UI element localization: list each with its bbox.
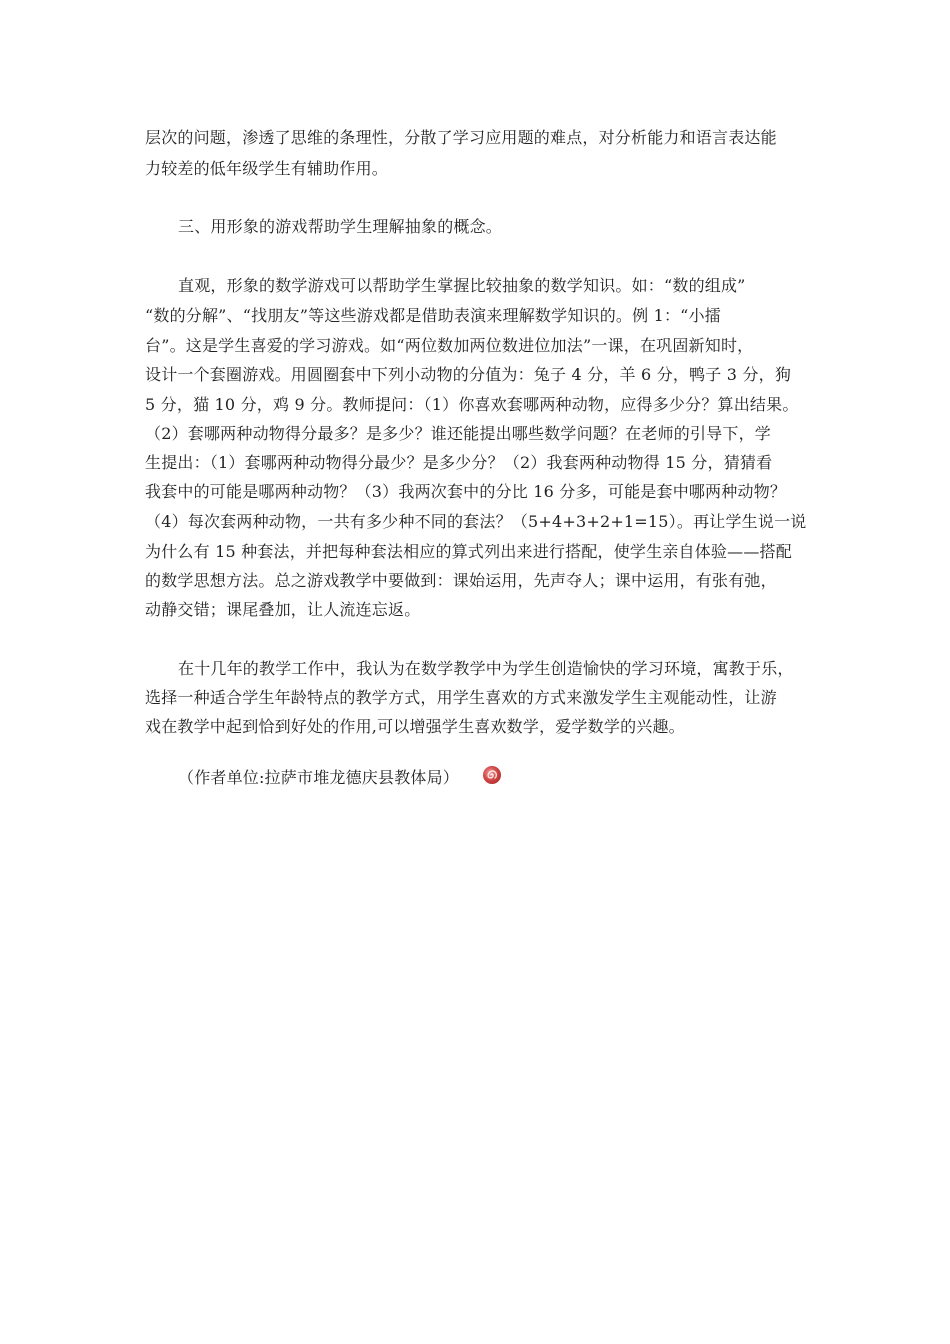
section-heading: 三、用形象的游戏帮助学生理解抽象的概念。 xyxy=(178,217,503,236)
paragraph-line: 台”。这是学生喜爱的学习游戏。如“两位数加两位数进位加法”一课，在巩固新知时， xyxy=(145,336,754,355)
paragraph-line: 直观，形象的数学游戏可以帮助学生掌握比较抽象的数学知识。如：“数的组成” xyxy=(178,276,746,295)
paragraph-line: 为什么有 15 种套法，并把每种套法相应的算式列出来进行搭配，使学生亲自体验——搭配 xyxy=(145,542,792,561)
paragraph-line: 5 分，猫 10 分，鸡 9 分。教师提问：（1）你喜欢套哪两种动物，应得多少分？算出结果。 xyxy=(145,395,799,414)
paragraph-line: 我套中的可能是哪两种动物？（3）我两次套中的分比 16 分多，可能是套中哪两种动物？ xyxy=(145,482,787,501)
paragraph-line: （2）套哪两种动物得分最多？是多少？谁还能提出哪些数学问题？在老师的引导下，学 xyxy=(145,424,771,443)
paragraph-line: 生提出：（1）套哪两种动物得分最少？是多少分？（2）我套两种动物得 15 分，猜猜看 xyxy=(145,453,773,472)
paragraph-line: 在十几年的教学工作中，我认为在数学教学中为学生创造愉快的学习环境，寓教于乐， xyxy=(178,659,794,678)
paragraph-line: 力较差的低年级学生有辅助作用。 xyxy=(145,159,389,178)
spiral-logo-icon xyxy=(483,766,501,784)
paragraph-line: 动静交错；课尾叠加，让人流连忘返。 xyxy=(145,600,421,619)
author-affiliation: （作者单位:拉萨市堆龙德庆县教体局） xyxy=(178,768,459,787)
paragraph-line: 层次的问题，渗透了思维的条理性，分散了学习应用题的难点，对分析能力和语言表达能 xyxy=(145,128,777,147)
paragraph-line: 的数学思想方法。总之游戏教学中要做到：课始运用，先声夺人；课中运用，有张有弛， xyxy=(145,571,777,590)
paragraph-line: 选择一种适合学生年龄特点的教学方式，用学生喜欢的方式来激发学生主观能动性，让游 xyxy=(145,688,777,707)
paragraph-line: 设计一个套圈游戏。用圆圈套中下列小动物的分值为：兔子 4 分，羊 6 分，鸭子 3 分，狗 xyxy=(145,365,792,384)
paragraph-line: “数的分解”、“找朋友”等这些游戏都是借助表演来理解数学知识的。例 1：“小擂 xyxy=(145,306,721,325)
paragraph-line: 戏在教学中起到恰到好处的作用,可以增强学生喜欢数学，爱学数学的兴趣。 xyxy=(145,717,685,736)
paragraph-line: （4）每次套两种动物，一共有多少种不同的套法？（5+4+3+2+1=15）。再让学生说一说 xyxy=(145,512,807,531)
